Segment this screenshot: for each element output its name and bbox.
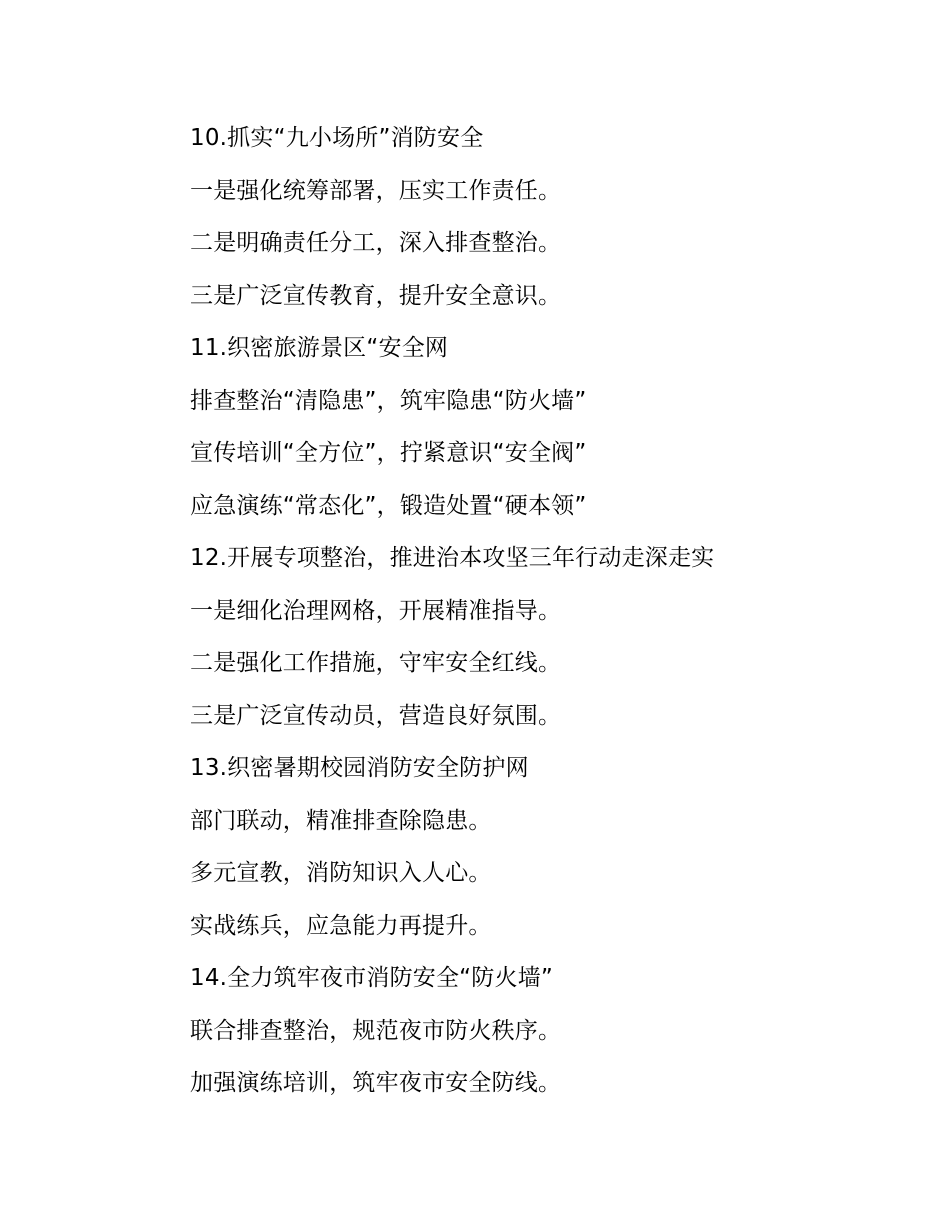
heading-11: 11.织密旅游景区“安全网 bbox=[190, 335, 449, 361]
text-line: 宣传培训“全方位”，拧紧意识“安全阀” bbox=[190, 440, 587, 466]
text-line: 二是强化工作措施，守牢安全红线。 bbox=[190, 650, 562, 676]
text-line: 一是强化统筹部署，压实工作责任。 bbox=[190, 177, 562, 204]
heading-14: 14.全力筑牢夜市消防安全“防火墙” bbox=[190, 965, 554, 991]
text-line: 排查整治“清隐患”，筑牢隐患“防火墙” bbox=[190, 387, 587, 414]
text-line: 一是细化治理网格，开展精准指导。 bbox=[190, 597, 562, 624]
text-line: 二是明确责任分工，深入排查整治。 bbox=[190, 230, 562, 256]
text-line: 应急演练“常态化”，锻造处置“硬本领” bbox=[190, 492, 587, 519]
heading-12: 12.开展专项整治，推进治本攻坚三年行动走深走实 bbox=[190, 545, 715, 571]
text-line: 三是广泛宣传动员，营造良好氛围。 bbox=[190, 702, 562, 729]
text-line: 多元宣教，消防知识入人心。 bbox=[190, 860, 492, 886]
text-line: 三是广泛宣传教育，提升安全意识。 bbox=[190, 282, 562, 309]
text-line: 联合排查整治，规范夜市防火秩序。 bbox=[190, 1017, 562, 1044]
text-line: 部门联动，精准排查除隐患。 bbox=[190, 807, 492, 834]
heading-10: 10.抓实“九小场所”消防安全 bbox=[190, 125, 484, 151]
document-body bbox=[190, 118, 910, 1116]
text-line: 实战练兵，应急能力再提升。 bbox=[190, 912, 492, 939]
heading-13: 13.织密暑期校园消防安全防护网 bbox=[190, 755, 529, 781]
text-line: 加强演练培训，筑牢夜市安全防线。 bbox=[190, 1070, 562, 1096]
